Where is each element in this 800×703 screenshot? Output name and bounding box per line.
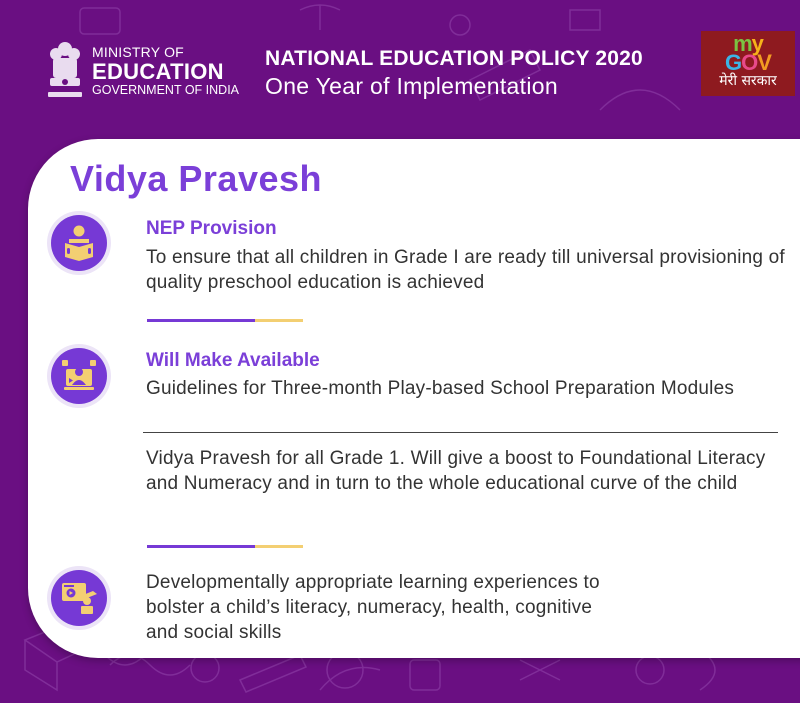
section-divider-1 — [147, 319, 303, 322]
ministry-logo — [44, 40, 239, 102]
policy-subtitle: One Year of Implementation — [265, 73, 558, 99]
section-2-heading: Will Make Available — [146, 350, 320, 371]
mygov-logo — [701, 31, 795, 96]
section-1-heading: NEP Provision — [146, 218, 277, 239]
section-2-body: Guidelines for Three-month Play-based School Preparation Modules — [146, 378, 735, 399]
mygov-my: my — [733, 31, 763, 56]
teacher-online-class-icon — [51, 348, 107, 404]
national-emblem-icon — [44, 40, 86, 102]
child-reading-book-icon — [51, 215, 107, 271]
section-2-separator — [143, 432, 778, 433]
policy-heading — [265, 47, 643, 100]
section-1-body: To ensure that all children in Grade I are ready till universal provisioning of quality preschool education is achieved — [146, 247, 785, 293]
section-2-body-2: Vidya Pravesh for all Grade 1. Will give a boost to Foundational Literacy and Numeracy and in turn to the whole educational curve of the child — [146, 448, 766, 494]
ministry-line3: GOVERNMENT OF INDIA — [92, 83, 240, 98]
ministry-line2: EDUCATION — [92, 59, 224, 85]
header-banner — [0, 0, 800, 140]
card-title: Vidya Pravesh — [70, 158, 322, 199]
section-divider-2 — [147, 545, 303, 548]
policy-title: NATIONAL EDUCATION POLICY 2020 — [265, 47, 643, 70]
mygov-gov: GOV — [725, 50, 771, 75]
mygov-hindi-tagline: मेरी सरकार — [719, 73, 777, 89]
video-learning-graduate-icon — [51, 570, 107, 626]
section-3-body: Developmentally appropriate learning experiences to bolster a child’s literacy, numeracy, health, cognitive and social skills — [146, 572, 600, 643]
ministry-line1: MINISTRY OF — [92, 44, 184, 61]
